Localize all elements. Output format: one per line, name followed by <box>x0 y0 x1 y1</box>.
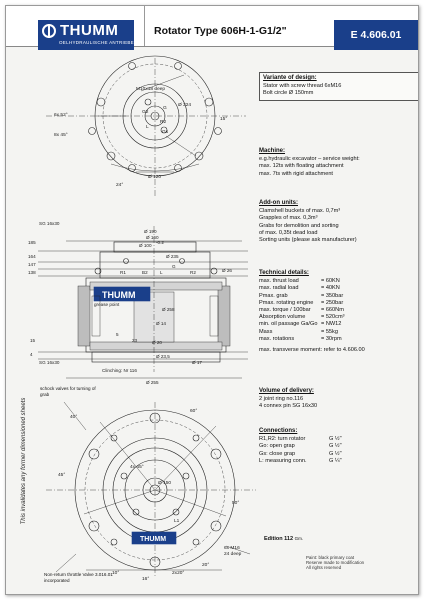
dim-label: Ø 255 <box>146 380 159 385</box>
dim-label: 15 <box>30 338 36 343</box>
dim-label: Ø 190 <box>144 229 157 234</box>
dim-label: 24 deep <box>224 552 242 557</box>
top-view-labels <box>54 86 227 188</box>
dim-label: -0.2 <box>156 240 164 245</box>
addon-line: Grapples of max. 0,3m³ <box>259 215 318 222</box>
delivery-section <box>259 388 415 411</box>
bottom-view-labels <box>58 408 242 582</box>
dim-label: Ø 120 <box>148 175 162 180</box>
delivery-line: 4 connex pin SG 16x30 <box>259 403 318 410</box>
connection-row: Gs: close grap G ½" <box>259 450 342 457</box>
dim-label: Ø 14 <box>156 321 166 326</box>
machine-section <box>259 148 415 178</box>
variant-line: Bolt circle Ø 150mm <box>263 90 314 97</box>
addon-line: Grabs for demolition and sorting <box>259 222 339 229</box>
dim-label: Ø 23,5 <box>156 354 170 359</box>
dim-label: L <box>160 270 163 275</box>
connection-row: L: measuring conn. G ¼" <box>259 457 342 464</box>
footer-notes: Paint: black primary coat Reserve made to modification All rights reserved <box>306 555 365 571</box>
dim-label: Ø 235 <box>166 254 179 259</box>
dim-label: 6x 52° <box>54 113 68 118</box>
transverse-moment: max. transverse moment: refer to 4.606.00 <box>259 347 365 354</box>
dim-label: Ø 26 <box>222 268 232 273</box>
dim-label: 16° <box>142 577 150 582</box>
addon-heading: Add-on units: <box>259 200 298 206</box>
dim-label: Ø 17 <box>192 360 202 365</box>
dim-label: 5 <box>116 332 119 337</box>
logo-brand: THUMM <box>60 22 119 39</box>
dim-label: SG 16x30 <box>39 221 60 226</box>
variant-heading: Variante of design: <box>263 75 317 81</box>
addon-line: Sorting units (please ask manufacturer) <box>259 237 357 244</box>
dim-label: 147 <box>28 262 36 267</box>
dim-label: G2 <box>142 110 149 115</box>
dim-label: G <box>172 264 176 269</box>
dim-label: Ø 150 <box>158 481 172 486</box>
dim-label: 6x M16 <box>224 546 240 551</box>
dim-label: 185 <box>28 240 36 245</box>
dim-label: Gs <box>162 130 169 135</box>
variant-line: Stator with screw thread 6xM16 <box>263 83 342 90</box>
side-view-labels <box>28 221 232 385</box>
delivery-line: 2 joint ring no.116 <box>259 396 304 403</box>
dim-label: R2 <box>190 270 196 275</box>
machine-line: max. 12ts with floating attachment <box>259 163 344 170</box>
side-view-logo: THUMM <box>102 290 136 300</box>
tech-row: Absorption volume = 520cm³ <box>259 314 345 321</box>
dim-label: R2 <box>160 120 167 125</box>
tech-row: max. thrust load = 60KN <box>259 278 340 285</box>
dim-label: 4 <box>30 352 33 357</box>
dim-label: R1 <box>120 270 126 275</box>
dim-label: 40° <box>70 415 78 420</box>
machine-heading: Machine: <box>259 148 286 154</box>
dim-label: 23 <box>132 338 138 343</box>
technical-heading: Technical details: <box>259 270 309 276</box>
connection-row: R1,R2: turn rotator G ½" <box>259 436 342 443</box>
dim-label: 20° <box>202 563 210 568</box>
dim-label: 50° <box>232 501 240 506</box>
dim-label: Ø 20 <box>152 340 162 345</box>
tech-row: max. radial load = 40KN <box>259 285 340 292</box>
dim-label: Clinching: Nr 116 <box>102 368 137 373</box>
tech-row: Mass = 55kg <box>259 328 338 335</box>
dim-label: G <box>163 106 167 111</box>
connections-section <box>259 428 415 465</box>
dim-label: 138 <box>28 270 36 275</box>
dim-label: L1 <box>174 519 180 524</box>
page-title: Rotator Type 606H-1-G1/2" <box>154 25 287 37</box>
dim-label: Ø 224 <box>178 103 192 108</box>
vertical-invalidation-note: This invalidates any former dimensioned sheets <box>21 397 27 525</box>
dim-label: Ø 100 <box>139 243 152 248</box>
dim-label: 15° <box>220 117 228 122</box>
dim-label: M10x18 deep <box>136 87 166 92</box>
schock-valve-note: schock valves for turning of grab <box>40 386 96 397</box>
grease-point-label: grease point <box>94 302 120 307</box>
dim-label: Ø 160 <box>146 235 159 240</box>
machine-line: max. 7ts with rigid attachment <box>259 170 333 177</box>
dim-label: 8x 45° <box>54 133 68 138</box>
dim-label: 60° <box>190 409 198 414</box>
dim-label: 24° <box>116 183 124 188</box>
dim-label: 10° <box>112 571 120 576</box>
tech-row: Pmax. rotating engine = 250bar <box>259 299 344 306</box>
delivery-heading: Volume of delivery: <box>259 388 314 394</box>
dim-label: 45° <box>58 473 66 478</box>
non-return-note: Non-return throttle Valve 3.016.01 incorporated <box>44 572 113 583</box>
dim-label: L <box>146 125 149 130</box>
logo-subtitle: OELHYDRAULISCHE ANTRIEBE <box>59 40 134 45</box>
edition-label: Edition 112 Gm. <box>264 536 304 542</box>
data-sheet <box>5 5 419 595</box>
dim-label: Ø 258 <box>162 307 175 312</box>
dim-label: 164 <box>28 254 36 259</box>
dim-label: 4x 45° <box>130 465 144 470</box>
addon-line: Clamshell buckets of max. 0,7m³ <box>259 208 341 215</box>
connections-heading: Connections: <box>259 428 298 434</box>
machine-line: e.g.hydraulic excavator – service weight: <box>259 156 360 163</box>
dim-label: B2 <box>142 270 148 275</box>
addon-section <box>259 200 415 244</box>
tech-row: max. torque / 100bar = 660Nm <box>259 307 344 314</box>
bottom-view-logo: THUMM <box>140 536 167 543</box>
document-number: E 4.606.01 <box>334 20 418 50</box>
dim-label: SG 16x30 <box>39 360 60 365</box>
addon-line: of max. 0,35t dead load <box>259 229 318 236</box>
tech-row: Pmax. grab = 350bar <box>259 292 344 299</box>
tech-row: min. oil passage Ga/Go = NW12 <box>259 321 342 328</box>
variant-box <box>259 72 419 101</box>
dim-label: 2x20° <box>172 571 185 576</box>
side-view-drawing <box>38 226 248 378</box>
technical-section <box>259 270 415 354</box>
connection-row: Go: open grap G ½" <box>259 443 342 450</box>
tech-row: max. rotations = 30rpm <box>259 335 342 342</box>
